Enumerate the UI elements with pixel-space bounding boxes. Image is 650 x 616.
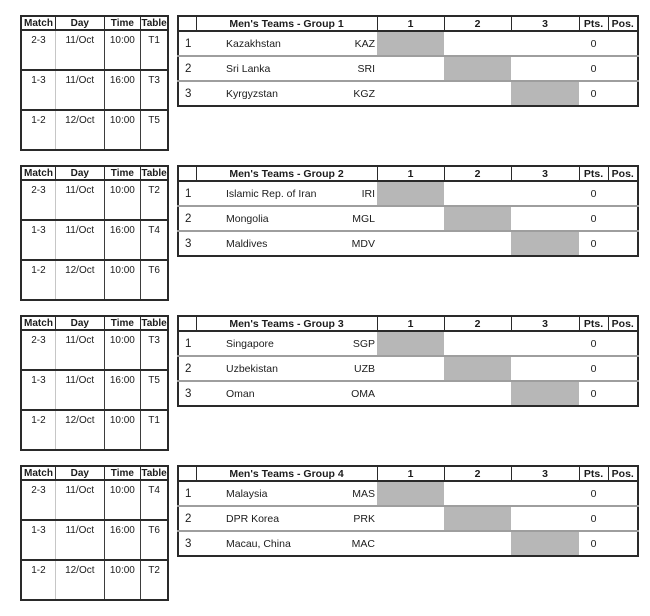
group-4-section <box>20 465 650 601</box>
points-cell: 0 <box>579 31 608 56</box>
position-cell <box>608 381 638 406</box>
team-number: 3 <box>178 231 196 256</box>
team-code: SGP <box>338 331 377 356</box>
position-cell <box>608 181 638 206</box>
schedule-header-time: Time <box>104 466 140 480</box>
match-result-cell <box>444 81 511 106</box>
points-cell: 0 <box>579 231 608 256</box>
schedule-cell-time: 16:00 <box>104 70 140 110</box>
team-number: 2 <box>178 56 196 81</box>
match-result-cell <box>444 531 511 556</box>
match-result-cell <box>444 331 511 356</box>
schedule-cell-match: 1-3 <box>21 520 55 560</box>
group-title: Men's Teams - Group 3 <box>196 316 377 331</box>
team-code: MAS <box>338 481 377 506</box>
schedule-cell-table: T6 <box>141 520 168 560</box>
team-row <box>178 331 638 356</box>
standings-header-row <box>178 316 638 331</box>
team-name: Malaysia <box>196 481 338 506</box>
points-cell: 0 <box>579 206 608 231</box>
team-name: Macau, China <box>196 531 338 556</box>
schedule-cell-time: 10:00 <box>104 330 140 370</box>
schedule-header-match: Match <box>21 16 55 30</box>
team-number: 2 <box>178 356 196 381</box>
schedule-cell-day: 11/Oct <box>55 180 104 220</box>
self-match-cell <box>511 531 579 556</box>
team-name: Mongolia <box>196 206 338 231</box>
schedule-cell-time: 16:00 <box>104 520 140 560</box>
team-row <box>178 81 638 106</box>
team-name: Sri Lanka <box>196 56 338 81</box>
team-name: Maldives <box>196 231 338 256</box>
schedule-header-time: Time <box>104 166 140 180</box>
schedule-cell-match: 2-3 <box>21 180 55 220</box>
match-result-cell <box>511 181 579 206</box>
position-cell <box>608 31 638 56</box>
schedule-cell-day: 12/Oct <box>55 560 104 600</box>
match-result-cell <box>511 331 579 356</box>
schedule-header-day: Day <box>55 316 104 330</box>
team-row <box>178 231 638 256</box>
self-match-cell <box>377 181 444 206</box>
team-row <box>178 481 638 506</box>
schedule-row <box>21 520 168 560</box>
self-match-cell <box>511 81 579 106</box>
schedule-cell-match: 1-2 <box>21 110 55 150</box>
team-code: OMA <box>338 381 377 406</box>
schedule-header-row <box>21 16 168 30</box>
standings-header-1: 1 <box>377 316 444 331</box>
schedule-cell-day: 11/Oct <box>55 70 104 110</box>
schedule-row <box>21 330 168 370</box>
standings-header-3: 3 <box>511 16 579 31</box>
match-result-cell <box>444 31 511 56</box>
team-code: UZB <box>338 356 377 381</box>
self-match-cell <box>444 356 511 381</box>
team-number: 1 <box>178 331 196 356</box>
match-result-cell <box>377 81 444 106</box>
schedule-row <box>21 220 168 260</box>
group-3-standings-table <box>177 315 639 407</box>
team-code: MGL <box>338 206 377 231</box>
schedule-row <box>21 260 168 300</box>
self-match-cell <box>444 56 511 81</box>
group-title: Men's Teams - Group 1 <box>196 16 377 31</box>
schedule-cell-table: T3 <box>141 330 168 370</box>
position-cell <box>608 506 638 531</box>
schedule-cell-table: T1 <box>141 410 168 450</box>
schedule-header-table: Table <box>141 467 167 479</box>
schedule-header-row <box>21 316 168 330</box>
schedule-row <box>21 180 168 220</box>
group-3-section <box>20 315 650 451</box>
position-cell <box>608 56 638 81</box>
team-row <box>178 31 638 56</box>
schedule-cell-time: 10:00 <box>104 260 140 300</box>
group-4-schedule-table <box>20 465 169 601</box>
schedule-header-day: Day <box>55 16 104 30</box>
schedule-row <box>21 70 168 110</box>
position-cell <box>608 481 638 506</box>
points-cell: 0 <box>579 381 608 406</box>
team-code: KAZ <box>338 31 377 56</box>
schedule-cell-table: T5 <box>141 370 168 410</box>
standings-header-2: 2 <box>444 466 511 481</box>
schedule-cell-match: 2-3 <box>21 330 55 370</box>
team-code: SRI <box>338 56 377 81</box>
match-result-cell <box>511 31 579 56</box>
schedule-cell-match: 1-2 <box>21 410 55 450</box>
match-result-cell <box>444 481 511 506</box>
schedule-cell-time: 10:00 <box>104 30 140 70</box>
points-cell: 0 <box>579 81 608 106</box>
match-result-cell <box>511 56 579 81</box>
team-row <box>178 181 638 206</box>
schedule-cell-match: 1-3 <box>21 220 55 260</box>
self-match-cell <box>444 206 511 231</box>
match-result-cell <box>377 531 444 556</box>
team-number: 1 <box>178 31 196 56</box>
schedule-cell-match: 1-2 <box>21 560 55 600</box>
team-row <box>178 506 638 531</box>
schedule-cell-day: 12/Oct <box>55 110 104 150</box>
schedule-cell-table: T3 <box>141 70 168 110</box>
schedule-header-match: Match <box>21 316 55 330</box>
match-result-cell <box>511 506 579 531</box>
position-cell <box>608 81 638 106</box>
schedule-cell-table: T4 <box>141 480 168 520</box>
schedule-cell-match: 2-3 <box>21 480 55 520</box>
schedule-header-row <box>21 166 168 180</box>
points-cell: 0 <box>579 481 608 506</box>
match-result-cell <box>444 181 511 206</box>
position-cell <box>608 356 638 381</box>
points-cell: 0 <box>579 531 608 556</box>
team-row <box>178 56 638 81</box>
team-name: Islamic Rep. of Iran <box>196 181 338 206</box>
schedule-row <box>21 480 168 520</box>
team-name: DPR Korea <box>196 506 338 531</box>
standings-header-3: 3 <box>511 166 579 181</box>
position-cell <box>608 531 638 556</box>
schedule-cell-time: 10:00 <box>104 180 140 220</box>
schedule-cell-table: T1 <box>141 30 168 70</box>
standings-header-2: 2 <box>444 316 511 331</box>
schedule-cell-day: 11/Oct <box>55 520 104 560</box>
standings-header-2: 2 <box>444 16 511 31</box>
points-cell: 0 <box>579 356 608 381</box>
self-match-cell <box>377 331 444 356</box>
standings-header-pos: Pos. <box>608 466 638 481</box>
schedule-row <box>21 110 168 150</box>
standings-corner-cell <box>178 316 196 331</box>
self-match-cell <box>511 231 579 256</box>
schedule-cell-day: 11/Oct <box>55 370 104 410</box>
group-3-schedule-table <box>20 315 169 451</box>
self-match-cell <box>377 481 444 506</box>
schedule-header-row <box>21 466 168 480</box>
schedule-cell-table: T2 <box>141 560 168 600</box>
position-cell <box>608 231 638 256</box>
standings-corner-cell <box>178 16 196 31</box>
schedule-cell-time: 16:00 <box>104 370 140 410</box>
position-cell <box>608 331 638 356</box>
group-title: Men's Teams - Group 2 <box>196 166 377 181</box>
standings-header-row <box>178 166 638 181</box>
self-match-cell <box>511 381 579 406</box>
group-1-standings-table <box>177 15 639 107</box>
schedule-cell-day: 12/Oct <box>55 410 104 450</box>
standings-header-pos: Pos. <box>608 316 638 331</box>
schedule-cell-match: 2-3 <box>21 30 55 70</box>
schedule-cell-day: 11/Oct <box>55 30 104 70</box>
schedule-cell-table: T2 <box>141 180 168 220</box>
team-row <box>178 356 638 381</box>
team-code: PRK <box>338 506 377 531</box>
points-cell: 0 <box>579 56 608 81</box>
schedule-row <box>21 30 168 70</box>
match-result-cell <box>377 231 444 256</box>
standings-header-pos: Pos. <box>608 166 638 181</box>
schedule-cell-match: 1-3 <box>21 70 55 110</box>
schedule-cell-time: 10:00 <box>104 560 140 600</box>
schedule-cell-day: 11/Oct <box>55 330 104 370</box>
schedule-cell-time: 10:00 <box>104 480 140 520</box>
standings-header-3: 3 <box>511 466 579 481</box>
standings-header-pos: Pos. <box>608 16 638 31</box>
match-result-cell <box>511 206 579 231</box>
schedule-header-time: Time <box>104 316 140 330</box>
schedule-header-match: Match <box>21 466 55 480</box>
match-result-cell <box>377 356 444 381</box>
schedule-header-day: Day <box>55 166 104 180</box>
team-number: 1 <box>178 481 196 506</box>
self-match-cell <box>444 506 511 531</box>
schedule-cell-match: 1-2 <box>21 260 55 300</box>
schedule-cell-time: 10:00 <box>104 410 140 450</box>
schedule-header-match: Match <box>21 166 55 180</box>
schedule-cell-match: 1-3 <box>21 370 55 410</box>
match-result-cell <box>377 56 444 81</box>
schedule-header-time: Time <box>104 16 140 30</box>
standings-header-pts: Pts. <box>579 166 608 181</box>
team-name: Kazakhstan <box>196 31 338 56</box>
schedule-header-table: Table <box>141 317 167 329</box>
points-cell: 0 <box>579 331 608 356</box>
team-number: 1 <box>178 181 196 206</box>
standings-header-row <box>178 466 638 481</box>
group-1-section <box>20 15 650 151</box>
schedule-header-day: Day <box>55 466 104 480</box>
standings-header-pts: Pts. <box>579 466 608 481</box>
standings-header-1: 1 <box>377 16 444 31</box>
schedule-header-table: Table <box>141 17 167 29</box>
schedule-cell-table: T6 <box>141 260 168 300</box>
team-row <box>178 206 638 231</box>
group-2-schedule-table <box>20 165 169 301</box>
schedule-row <box>21 370 168 410</box>
match-result-cell <box>444 381 511 406</box>
match-result-cell <box>444 231 511 256</box>
team-number: 3 <box>178 81 196 106</box>
team-code: KGZ <box>338 81 377 106</box>
team-name: Singapore <box>196 331 338 356</box>
team-number: 3 <box>178 381 196 406</box>
schedule-header-table: Table <box>141 167 167 179</box>
schedule-cell-day: 11/Oct <box>55 220 104 260</box>
self-match-cell <box>377 31 444 56</box>
group-2-section <box>20 165 650 301</box>
team-number: 2 <box>178 506 196 531</box>
schedule-cell-time: 10:00 <box>104 110 140 150</box>
group-title: Men's Teams - Group 4 <box>196 466 377 481</box>
team-number: 2 <box>178 206 196 231</box>
schedule-row <box>21 560 168 600</box>
team-number: 3 <box>178 531 196 556</box>
standings-header-2: 2 <box>444 166 511 181</box>
standings-header-1: 1 <box>377 166 444 181</box>
team-name: Oman <box>196 381 338 406</box>
schedule-cell-day: 12/Oct <box>55 260 104 300</box>
points-cell: 0 <box>579 181 608 206</box>
schedule-cell-day: 11/Oct <box>55 480 104 520</box>
team-name: Kyrgyzstan <box>196 81 338 106</box>
schedule-cell-time: 16:00 <box>104 220 140 260</box>
team-row <box>178 381 638 406</box>
group-4-standings-table <box>177 465 639 557</box>
schedule-cell-table: T4 <box>141 220 168 260</box>
standings-corner-cell <box>178 466 196 481</box>
standings-header-1: 1 <box>377 466 444 481</box>
standings-corner-cell <box>178 166 196 181</box>
match-result-cell <box>377 381 444 406</box>
team-code: MDV <box>338 231 377 256</box>
schedule-cell-table: T5 <box>141 110 168 150</box>
match-result-cell <box>511 481 579 506</box>
standings-header-3: 3 <box>511 316 579 331</box>
group-2-standings-table <box>177 165 639 257</box>
team-name: Uzbekistan <box>196 356 338 381</box>
match-result-cell <box>377 206 444 231</box>
team-row <box>178 531 638 556</box>
team-code: IRI <box>338 181 377 206</box>
standings-header-pts: Pts. <box>579 316 608 331</box>
points-cell: 0 <box>579 506 608 531</box>
group-1-schedule-table <box>20 15 169 151</box>
position-cell <box>608 206 638 231</box>
standings-header-row <box>178 16 638 31</box>
standings-header-pts: Pts. <box>579 16 608 31</box>
schedule-row <box>21 410 168 450</box>
match-result-cell <box>377 506 444 531</box>
match-result-cell <box>511 356 579 381</box>
team-code: MAC <box>338 531 377 556</box>
